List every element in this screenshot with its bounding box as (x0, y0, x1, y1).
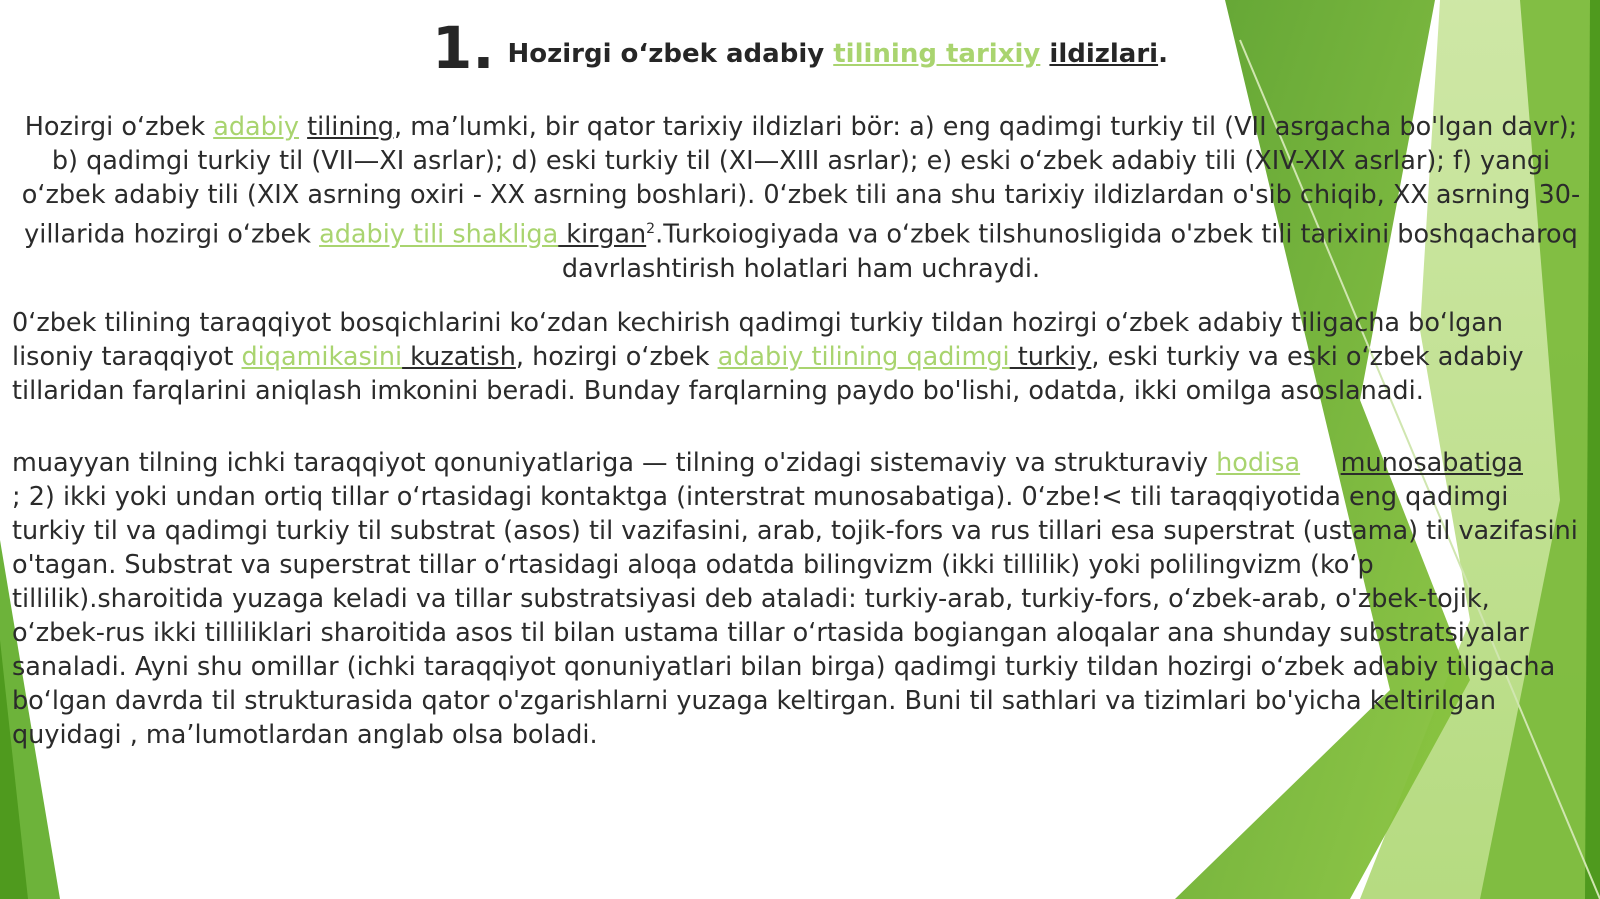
title-underlined-word: ildizlari (1049, 39, 1159, 69)
underlined-munosabatiga: munosabatiga (1340, 448, 1524, 478)
footnote-marker: 2 (646, 221, 656, 237)
link-adabiy-tilining-qadimgi[interactable]: adabiy tilining qadimgi (717, 342, 1010, 372)
title-text: Hozirgi o‘zbek adabiy (507, 39, 834, 69)
link-adabiy[interactable]: adabiy (213, 112, 300, 142)
paragraph-1: Hozirgi o‘zbek adabiy tilining, ma’lumki, bir qator tarixiy ildizlari bör: a) eng qadimgi turkiy til (VII asrgacha bo'lgan davr); b) qadimgi turkiy til (VII—XI asrlar); d) eski turkiy til (XI—XIII asrlar); e) eski o‘zbek adabiy tili (XIV-XIX asrlar); f) yangi o‘zbek adabiy tili (XIX asrning oxiri - XX asrning boshlari). 0‘zbek tili ana shu tarixiy ildizlardan o'sib chiqib, XX asrning 30- yillarida hozirgi o‘zbek adabiy tili shakliga kirgan$^2$.Turkoiogiyada va o‘zbek tilshunosligida o'zbek tili tarixini boshqacharoq davrlashtirish holatlari ham uchraydi. (21, 112, 1581, 284)
link-diqamikasini[interactable]: diqamikasini (241, 342, 403, 372)
underlined-tilining: tilining (307, 112, 394, 142)
link-hodisa[interactable]: hodisa (1216, 448, 1301, 478)
title-number: 1. (432, 14, 495, 82)
link-adabiy-tili-shakliga[interactable]: adabiy tili shakliga (319, 219, 559, 250)
underlined-turkiy: turkiy (1009, 342, 1092, 372)
paragraph-2: 0‘zbek tilining taraqqiyot bosqichlarini ko‘zdan kechirish qadimgi turkiy tildan hozirgi o‘zbek adabiy tiligacha bo‘lgan lisoniy taraqqiyot diqamikasini kuzatish, hozirgi o‘zbek adabiy tilining qadimgi turkiy, eski turkiy va eski o‘zbek adabiy tillaridan farqlarini aniqlash imkonini beradi. Bunday farqlarning paydo bo'lishi, odatda, ikki omilga asoslanadi. (12, 308, 1524, 406)
title-link[interactable]: tilining tarixiy (833, 39, 1041, 69)
underlined-kuzatish: kuzatish (402, 342, 516, 372)
underlined-kirgan: kirgan (558, 219, 647, 250)
paragraph-3: muayyan tilning ichki taraqqiyot qonuniyatlariga — tilning o'zidagi sistemaviy va strukturaviy hodisa munosabatiga ; 2) ikki yoki undan ortiq tillar o‘rtasidagi kontaktga (interstrat munosabatiga). 0‘zbe!< tili taraqqiyotida eng qadimgi turkiy til va qadimgi turkiy til substrat (asos) til vazifasini, arab, tojik-fors va rus tillari esa superstrat (ustama) til vazifasini o'tagan. Substrat va superstrat tillar o‘rtasidagi aloqa odatda bilingvizm (ikki tillilik) yoki polilingvizm (ko‘p tillilik).sharoitida yuzaga keladi va tillar substratsiyasi deb ataladi: turkiy-arab, turkiy-fors, o‘zbek-arab, o'zbek-tojik, o‘zbek-rus ikki tilliliklari sharoitida asos til bilan ustama tillar o‘rtasida bogiangan aloqalar ana shunday substratsiyalar sanaladi. Ayni shu omillar (ichki taraqqiyot qonuniyatlari bilan birga) qadimgi turkiy tildan hozirgi o‘zbek adabiy tiligacha bo‘lgan davrda til strukturasida qator o'zgarishlarni yuzaga keltirgan. Buni til sathlari va tizimlari bo'yicha keltirilgan quyidagi , ma’lumotlardan anglab olsa boladi. (12, 448, 1578, 750)
slide-title: 1. Hozirgi o‘zbek adabiy tilining tarixiy ildizlari. (432, 14, 1168, 82)
